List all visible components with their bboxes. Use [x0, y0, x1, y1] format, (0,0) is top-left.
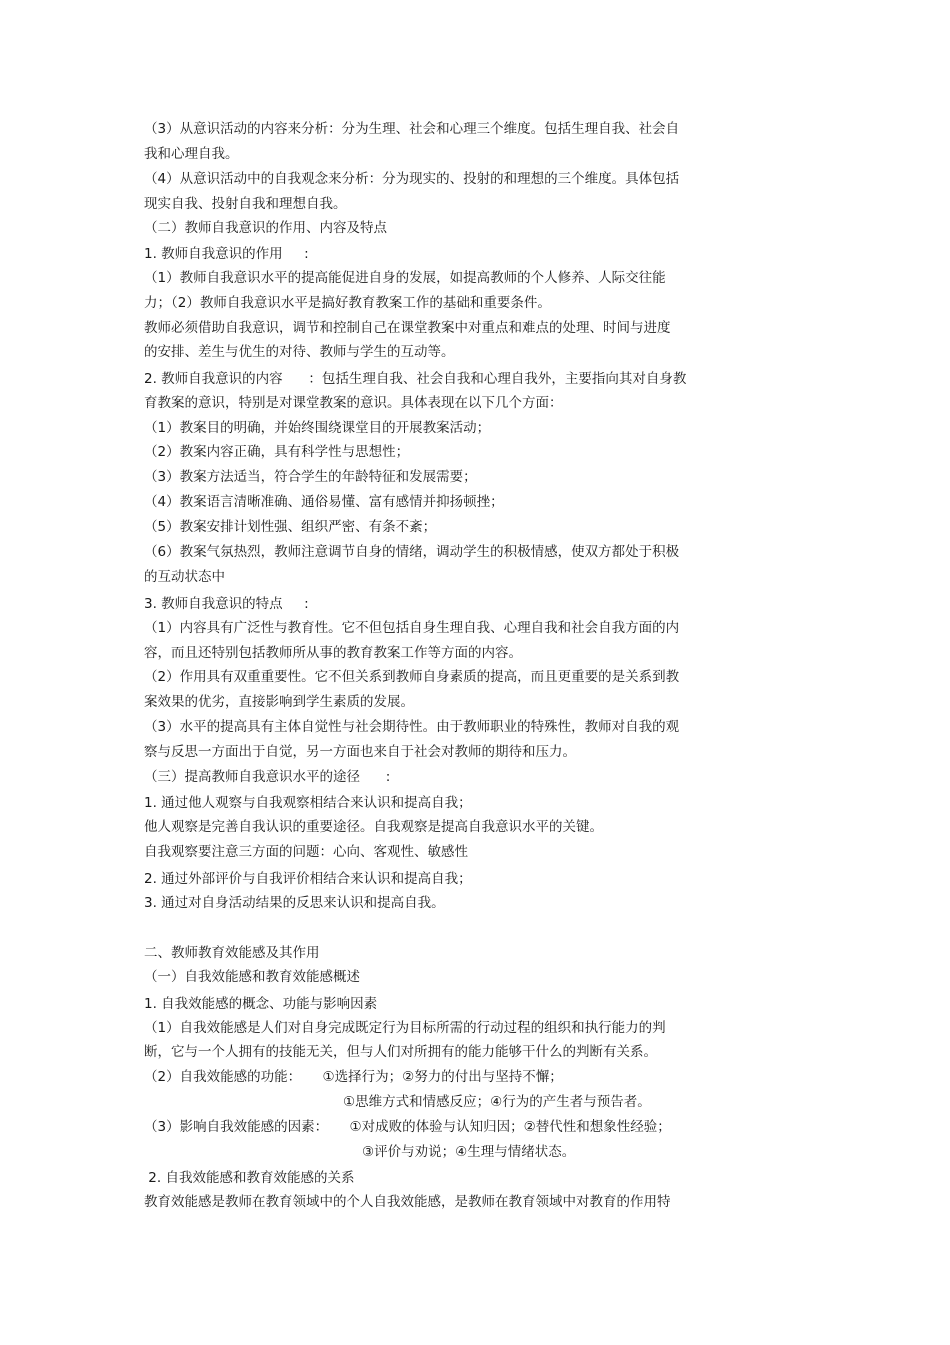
- text-line: ①思维方式和情感反应；④行为的产生者与预告者。: [343, 1094, 651, 1110]
- text-line: （3）从意识活动的内容来分析：分为生理、社会和心理三个维度。包括生理自我、社会自: [144, 121, 680, 137]
- subsection-heading: 1. 教师自我意识的作用 :: [144, 246, 309, 262]
- text-line: （1）自我效能感是人们对自身完成既定行为目标所需的行动过程的组织和执行能力的判: [144, 1020, 666, 1036]
- text-line: 力；（2）教师自我意识水平是搞好教育教案工作的基础和重要条件。: [144, 295, 551, 311]
- text-line: 我和心理自我。: [144, 146, 239, 162]
- text-line: （3）水平的提高具有主体自觉性与社会期待性。由于教师职业的特殊性，教师对自我的观: [144, 719, 680, 735]
- list-item: （6）教案气氛热烈，教师注意调节自身的情绪，调动学生的积极情感，使双方都处于积极: [144, 544, 680, 560]
- text-line: 他人观察是完善自我认识的重要途径。自我观察是提高自我意识水平的关键。: [144, 819, 603, 835]
- list-item: （5）教案安排计划性强、组织严密、有条不紊；: [144, 519, 437, 535]
- text-line: 案效果的优劣，直接影响到学生素质的发展。: [144, 694, 414, 710]
- text-line: 育教案的意识，特别是对课堂教案的意识。具体表现在以下几个方面：: [144, 395, 563, 411]
- text-line: ③评价与劝说；④生理与情绪状态。: [362, 1144, 576, 1160]
- text-line: 的安排、差生与优生的对待、教师与学生的互动等。: [144, 344, 455, 360]
- text-line: 现实自我、投射自我和理想自我。: [144, 196, 347, 212]
- list-item: （1）教案目的明确，并始终围绕课堂目的开展教案活动；: [144, 420, 491, 436]
- subsection-heading: 1. 自我效能感的概念、功能与影响因素: [144, 996, 378, 1012]
- text-line: 教师必须借助自我意识，调节和控制自己在课堂教案中对重点和难点的处理、时间与进度: [144, 320, 671, 336]
- text-line: （4）从意识活动中的自我观念来分析：分为现实的、投射的和理想的三个维度。具体包括: [144, 171, 680, 187]
- section-heading: （三）提高教师自我意识水平的途径 :: [144, 769, 391, 785]
- text-line: 3. 通过对自身活动结果的反思来认识和提高自我。: [144, 895, 445, 911]
- subsection-heading: 2. 自我效能感和教育效能感的关系: [144, 1170, 355, 1186]
- list-item: （4）教案语言清晰准确、通俗易懂、富有感情并抑扬顿挫；: [144, 494, 504, 510]
- chapter-heading: 二、教师教育效能感及其作用: [144, 945, 320, 961]
- list-item: （2）教案内容正确，具有科学性与思想性；: [144, 444, 410, 460]
- text-line: 的互动状态中: [144, 569, 225, 585]
- text-line: 2. 通过外部评价与自我评价相结合来认识和提高自我；: [144, 871, 472, 887]
- subsection-heading: 3. 教师自我意识的特点 :: [144, 596, 309, 612]
- text-line: 察与反思一方面出于自觉，另一方面也来自于社会对教师的期待和压力。: [144, 744, 576, 760]
- text-line: 容，而且还特别包括教师所从事的教育教案工作等方面的内容。: [144, 645, 522, 661]
- subsection-heading: 2. 教师自我意识的内容 ：包括生理自我、社会自我和心理自我外，主要指向其对自身教: [144, 371, 687, 387]
- text-line: 教育效能感是教师在教育领域中的个人自我效能感，是教师在教育领域中对教育的作用特: [144, 1194, 671, 1210]
- text-line: 自我观察要注意三方面的问题：心向、客观性、敏感性: [144, 844, 468, 860]
- text-line: （2）自我效能感的功能： ①选择行为；②努力的付出与坚持不懈；: [144, 1069, 563, 1085]
- text-line: 1. 通过他人观察与自我观察相结合来认识和提高自我；: [144, 795, 472, 811]
- section-heading: （一）自我效能感和教育效能感概述: [144, 969, 360, 985]
- section-heading: （二）教师自我意识的作用、内容及特点: [144, 220, 387, 236]
- text-line: （1）教师自我意识水平的提高能促进自身的发展，如提高教师的个人修养、人际交往能: [144, 270, 666, 286]
- text-line: （3）影响自我效能感的因素： ①对成败的体验与认知归因；②替代性和想象性经验；: [144, 1119, 671, 1135]
- text-line: （2）作用具有双重重要性。它不但关系到教师自身素质的提高，而且更重要的是关系到教: [144, 669, 680, 685]
- list-item: （3）教案方法适当，符合学生的年龄特征和发展需要；: [144, 469, 477, 485]
- text-line: 断，它与一个人拥有的技能无关，但与人们对所拥有的能力能够干什么的判断有关系。: [144, 1044, 657, 1060]
- text-line: （1）内容具有广泛性与教育性。它不但包括自身生理自我、心理自我和社会自我方面的内: [144, 620, 680, 636]
